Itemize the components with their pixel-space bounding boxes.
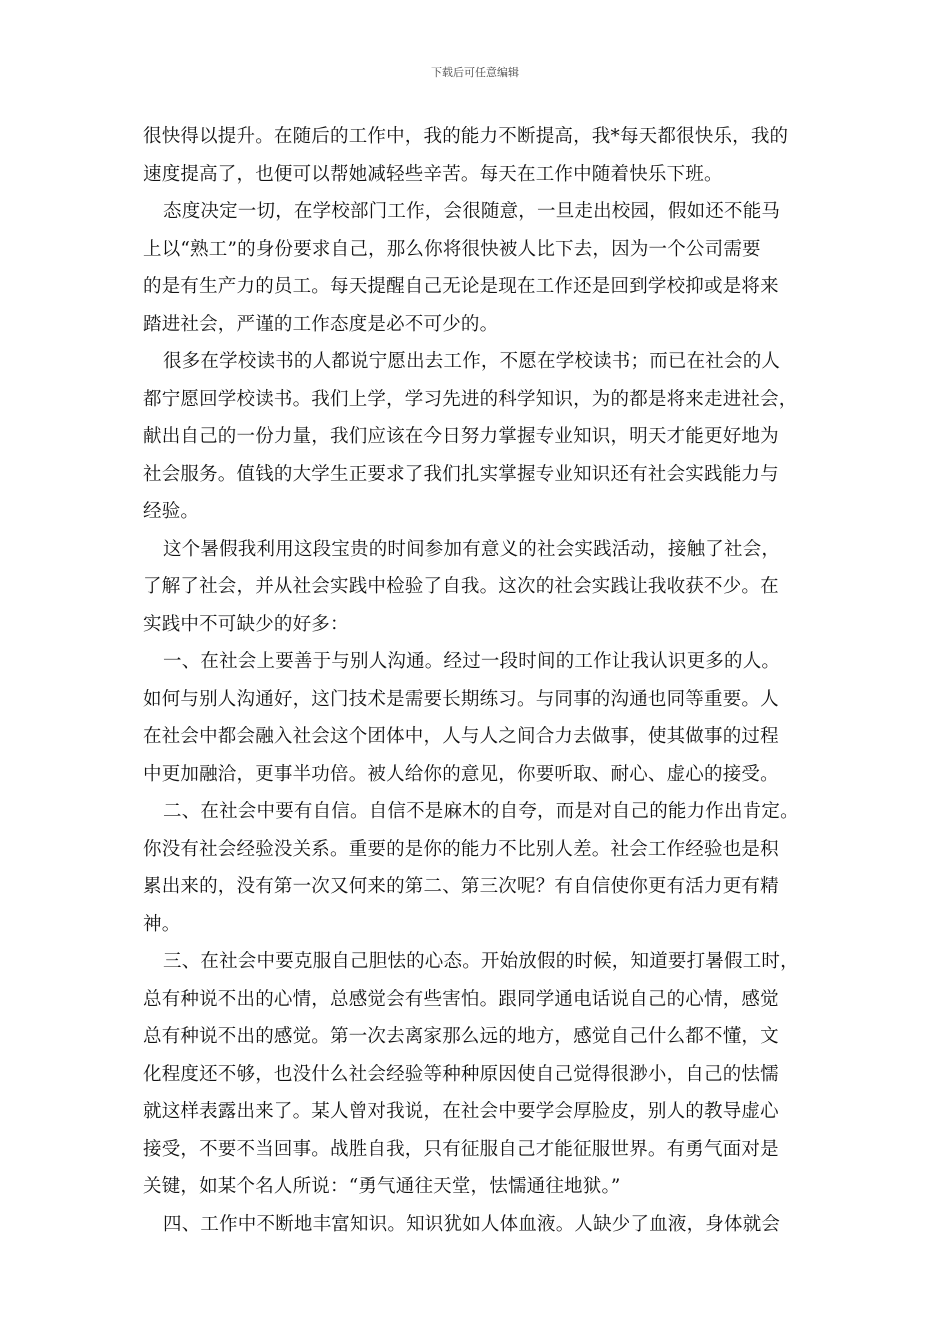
text-line: 三、在社会中要克服自己胆怯的心态。开始放假的时候，知道要打暑假工时， (163, 951, 799, 972)
text-line: 这个暑假我利用这段宝贵的时间参加有意义的社会实践活动，接触了社会， (163, 538, 781, 560)
text-line: 上以“熟工”的身份要求自己，那么你将很快被人比下去，因为一个公司需要 (143, 238, 761, 260)
text-line: 献出自己的一份力量，我们应该在今日努力掌握专业知识，明天才能更好地为 (143, 426, 779, 447)
text-line: 社会服务。值钱的大学生正要求了我们扎实掌握专业知识还有社会实践能力与 (143, 463, 779, 485)
text-line: 了解了社会，并从社会实践中检验了自我。这次的社会实践让我收获不少。在 (143, 576, 779, 597)
text-line: 四、工作中不断地丰富知识。知识犹如人体血液。人缺少了血液，身体就会 (163, 1213, 781, 1235)
text-line: 接受，不要不当回事。战胜自我，只有征服自己才能征服世界。有勇气面对是 (143, 1138, 779, 1160)
page-header: 下载后可任意编辑 (431, 66, 519, 79)
text-line: 踏进社会，严谨的工作态度是必不可少的。 (143, 313, 499, 335)
text-line: 如何与别人沟通好，这门技术是需要长期练习。与同事的沟通也同等重要。人 (143, 688, 779, 710)
text-line: 在社会中都会融入社会这个团体中，人与人之间合力去做事，使其做事的过程 (143, 726, 779, 747)
text-line: 都宁愿回学校读书。我们上学，学习先进的科学知识，为的都是将来走进社会， (143, 388, 798, 410)
text-line: 总有种说不出的心情，总感觉会有些害怕。跟同学通电话说自己的心情，感觉 (143, 988, 779, 1010)
text-line: 经验。 (143, 501, 200, 522)
text-line: 累出来的，没有第一次又何来的第二、第三次呢？有自信使你更有活力更有精 (143, 876, 779, 897)
text-line: 关键，如某个名人所说：“勇气通往天堂，怯懦通往地狱。” (143, 1176, 621, 1197)
text-line: 化程度还不够，也没什么社会经验等种种原因使自己觉得很渺小，自己的怯懦 (143, 1063, 779, 1085)
text-line: 实践中不可缺少的好多： (143, 613, 349, 635)
text-line: 你没有社会经验没关系。重要的是你的能力不比别人差。社会工作经验也是积 (143, 838, 779, 860)
body-text (143, 118, 819, 1243)
text-line: 就这样表露出来了。某人曾对我说，在社会中要学会厚脸皮，别人的教导虚心 (143, 1101, 779, 1122)
text-line: 速度提高了，也便可以帮她减轻些辛苦。每天在工作中随着快乐下班。 (143, 163, 723, 185)
text-line: 二、在社会中要有自信。自信不是麻木的自夸，而是对自己的能力作出肯定。 (163, 801, 799, 822)
text-line: 一、在社会上要善于与别人沟通。经过一段时间的工作让我认识更多的人。 (163, 651, 781, 672)
text-line: 总有种说不出的感觉。第一次去离家那么远的地方，感觉自己什么都不懂，文 (143, 1026, 779, 1047)
text-line: 的是有生产力的员工。每天提醒自己无论是现在工作还是回到学校抑或是将来 (143, 276, 779, 297)
text-line: 很多在学校读书的人都说宁愿出去工作，不愿在学校读书；而已在社会的人 (163, 351, 781, 372)
text-line: 态度决定一切，在学校部门工作，会很随意，一旦走出校园，假如还不能马 (163, 201, 781, 222)
text-line: 很快得以提升。在随后的工作中，我的能力不断提高，我*每天都很快乐，我的 (143, 126, 789, 147)
text-line: 中更加融洽，更事半功倍。被人给你的意见，你要听取、耐心、虚心的接受。 (143, 763, 779, 785)
text-line: 神。 (143, 913, 181, 935)
